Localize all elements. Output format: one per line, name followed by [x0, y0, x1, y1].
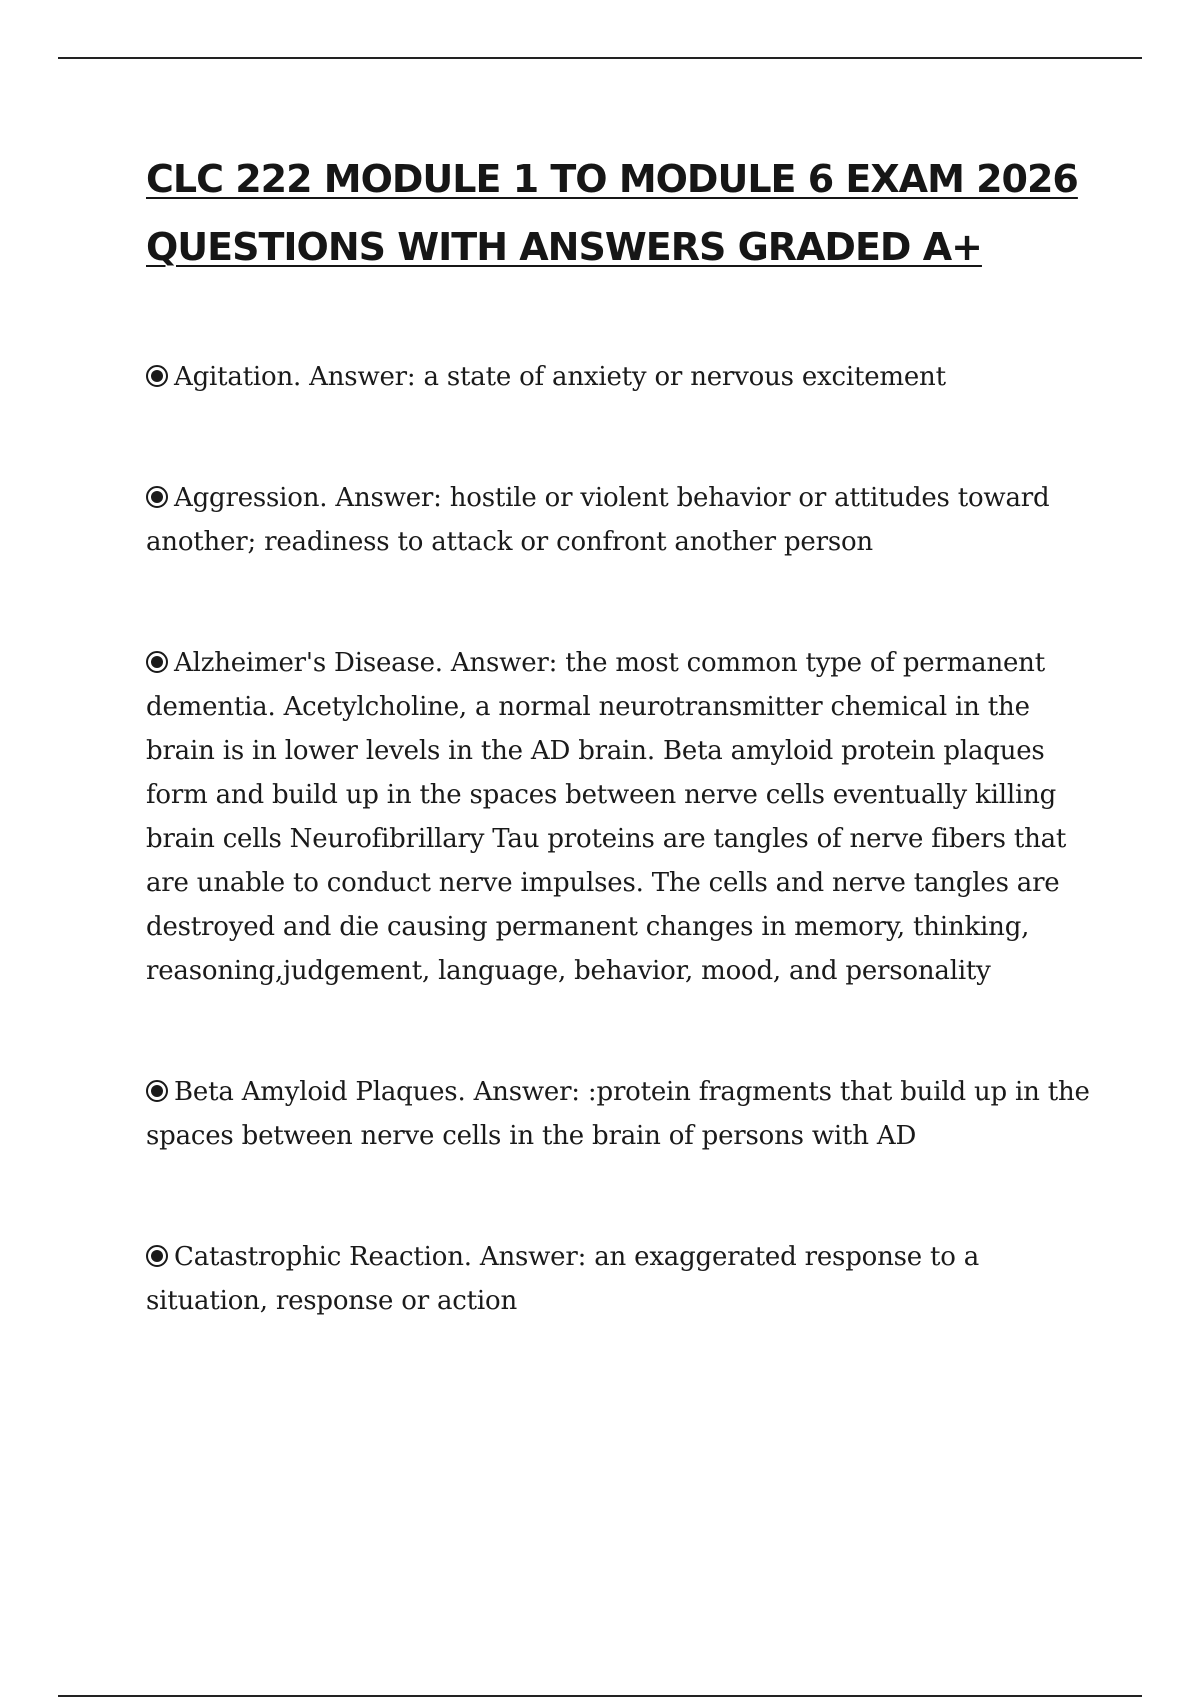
document-title: [146, 145, 1086, 281]
qa-text: Beta Amyloid Plaques. Answer: :protein fragments that build up in the spaces between nerve cells in the brain of persons with AD: [146, 1077, 1090, 1151]
title-line-1: CLC 222 MODULE 1 TO MODULE 6 EXAM 2026: [146, 157, 1078, 201]
radio-bullet-icon: [146, 1245, 168, 1267]
radio-bullet-icon: [146, 1080, 168, 1102]
qa-text: Alzheimer's Disease. Answer: the most common type of permanent dementia. Acetylcholine, a normal neurotransmitter chemical in the brain is in lower levels in the AD brain. Beta amyloid protein plaques form and build up in the spaces between nerve cells eventually killing brain cells Neurofibrillary Tau proteins are tangles of nerve fibers that are unable to conduct nerve impulses. The cells and nerve tangles are destroyed and die causing permanent changes in memory, thinking, reasoning,judgement, language, behavior, mood, and personality: [146, 648, 1067, 986]
title-line-2: QUESTIONS WITH ANSWERS GRADED A+: [146, 225, 982, 269]
bottom-divider: [58, 1695, 1142, 1697]
question-answer-list: [146, 355, 1096, 1400]
radio-bullet-icon: [146, 365, 168, 387]
radio-bullet-icon: [146, 651, 168, 673]
qa-item-catastrophic-reaction: [146, 1235, 1096, 1323]
qa-text: Aggression. Answer: hostile or violent behavior or attitudes toward another; readiness to attack or confront another person: [146, 483, 1050, 557]
top-divider: [58, 57, 1142, 59]
qa-item-agitation: [146, 355, 1096, 399]
qa-text: Agitation. Answer: a state of anxiety or nervous excitement: [174, 362, 946, 392]
qa-item-aggression: [146, 476, 1096, 564]
qa-item-alzheimers-disease: [146, 641, 1096, 993]
qa-text: Catastrophic Reaction. Answer: an exaggerated response to a situation, response or action: [146, 1242, 980, 1316]
qa-item-beta-amyloid-plaques: [146, 1070, 1096, 1158]
radio-bullet-icon: [146, 486, 168, 508]
